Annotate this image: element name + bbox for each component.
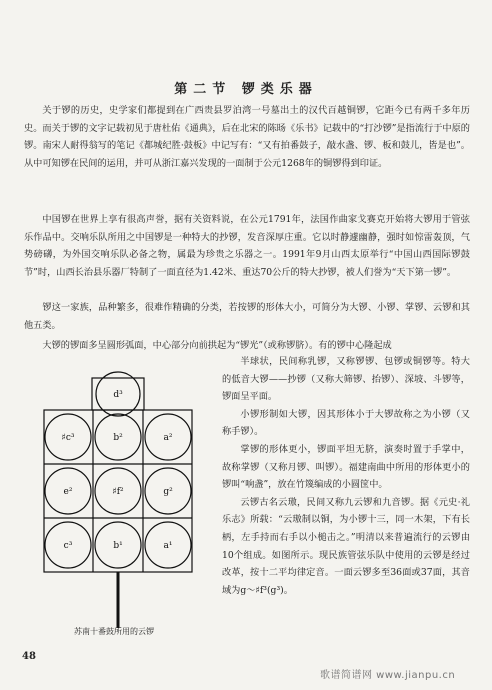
figure-caption: 苏南十番鼓所用的云锣: [74, 627, 154, 636]
gong-label-c3: c³: [63, 541, 73, 551]
paragraph-text: 中国锣在世界上享有很高声誉，据有关资料说，在公元1791年，法国作曲家戈赛克开始将大锣用于管弦乐作品中。交响乐队所用之中国锣是一种特大的抄锣，发音深厚庄重。它以时静遽幽静，强时如惊雷轰顶，气势磅礴，为外国交响乐队必备之物，属最为珍贵之乐器之一。1991年9月山西太原举行“中国山西国际锣鼓节”时，山西长治县乐器厂特制了一面直径为1.42米、重达70公斤的特大抄锣，被人们誉为“天下第一锣”。: [24, 214, 470, 278]
yunluo-frame-diagram: [24, 360, 202, 628]
gong-label-e2: e²: [63, 487, 73, 497]
yunluo-figure: [24, 360, 202, 628]
paragraph-text: 关于锣的历史，史学家们都提到在广西贵县罗泊湾一号墓出土的汉代百越铜锣，它距今已有两千多年历史。而关于锣的文字记载初见于唐杜佑《通典》，后在北宋的陈旸《乐书》记载中的“打沙锣”是指流行于中原的锣。南宋人耐得翁写的笔记《都城纪胜·鼓板》中记写有：“又有拍番鼓子，敲水盏、锣、板和鼓儿，皆是也”。从中可知锣在民间的运用，并可从浙江嘉兴发现的一面制于公元1268年的铜锣得到印证。: [24, 105, 470, 169]
paragraph-text: 半球状，民间称乳锣，又称锣锣、包锣或铜锣等。特大的低音大锣——抄锣（又称大筛锣、抬锣）、深坡、斗锣等，锣面呈平面。: [222, 356, 470, 403]
paragraph-text: 云锣古名云璈，民间又称九云锣和九音锣。据《元史·礼乐志》所载：“云璈制以铜，为小锣十三，同一木架，下有长柄，左手持而右手以小槌击之。”明清以来普遍流行的云锣由10个组成。如图所示。现民族管弦乐队中使用的云锣是经过改革，按十二平均律定音。一面云锣多至36面或37面，其音域为g～♯f³(g³)。: [222, 496, 470, 596]
gong-label-g2: g²: [163, 487, 173, 497]
gong-label-a2: a²: [163, 433, 173, 443]
section-title: 第二节 锣类乐器: [174, 82, 318, 97]
right-column-text: [222, 353, 470, 599]
paragraph-reputation: [24, 211, 470, 281]
gong-label-b2: b²: [113, 433, 123, 443]
gong-label-d3: d³: [113, 390, 123, 400]
paragraph-family: [24, 299, 470, 334]
page-number: 48: [22, 651, 36, 662]
paragraph-text: 掌锣的形体更小，锣面平坦无脐，演奏时置于手掌中，故称掌锣（又称月锣、叫锣）。福建南曲中所用的形体更小的锣叫“响盏”，放在竹篾编成的小圆筐中。: [222, 443, 470, 491]
paragraph-text: 锣这一家族，品种繁多，很难作精确的分类，若按锣的形体大小，可简分为大锣、小锣、掌锣、云锣和其他五类。: [24, 302, 470, 331]
gong-label-fs2: ♯f²: [112, 487, 124, 497]
gong-label-a1: a¹: [163, 541, 173, 551]
gong-label-fs3: ♯c³: [61, 433, 75, 443]
watermark: 歌谱简谱网 www.jianpu.cn: [320, 670, 456, 681]
paragraph-text: 小锣形制如大锣，因其形体小于大锣故称之为小锣（又称手锣）。: [222, 408, 470, 438]
gong-label-b1: b¹: [113, 541, 123, 551]
paragraph-text: 大锣的锣面多呈圆形弧面，中心部分向前拱起为“锣光”（或称锣脐）。有的锣中心隆起成: [42, 340, 392, 351]
paragraph-history: [24, 102, 470, 172]
paragraph-big-gong: [24, 337, 470, 355]
